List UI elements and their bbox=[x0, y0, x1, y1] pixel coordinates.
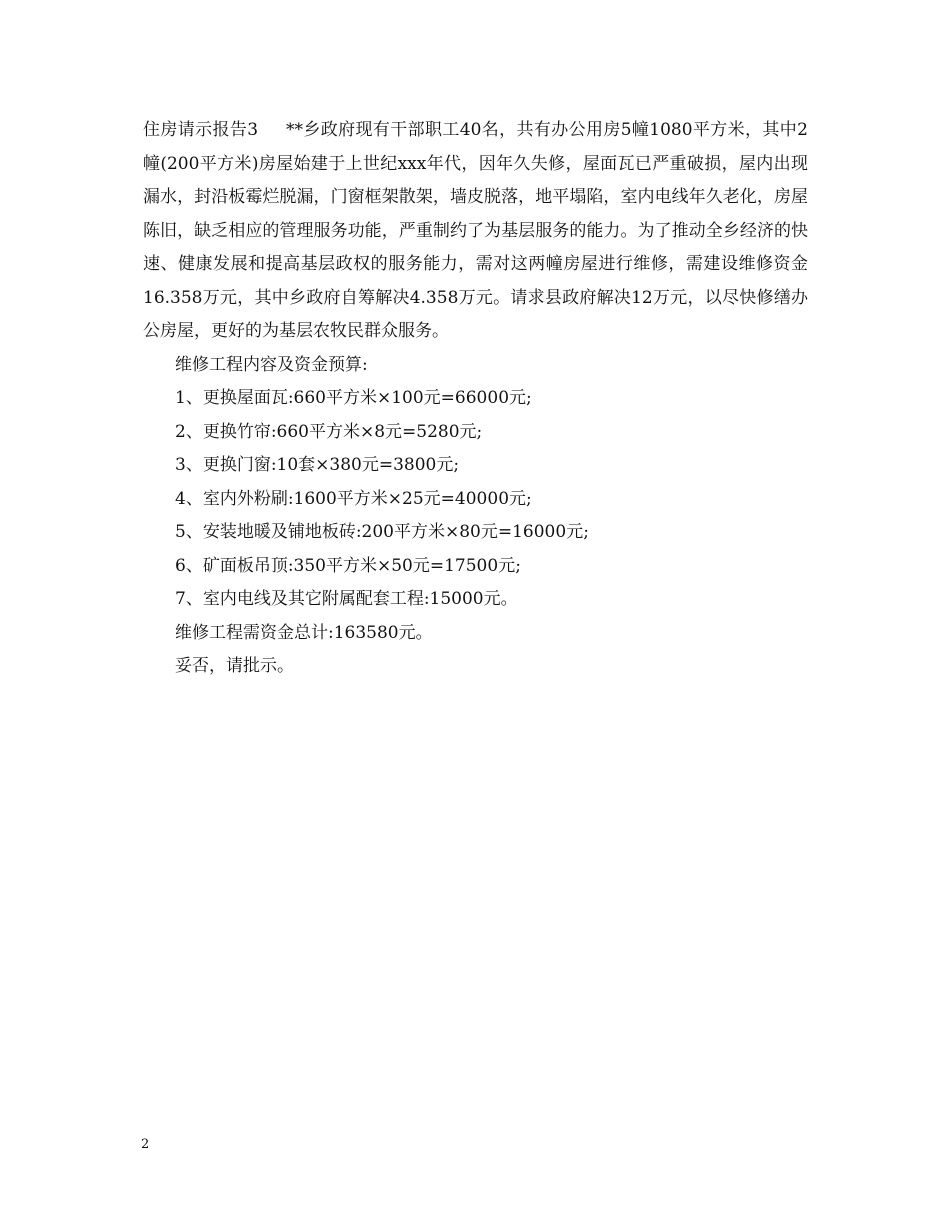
document-body bbox=[143, 114, 808, 684]
budget-total: 维修工程需资金总计:163580元。 bbox=[175, 622, 433, 643]
intro-text: **乡政府现有干部职工40名，共有办公用房5幢1080平方米，其中2幢(200平方米)房屋始建于上世纪xxx年代，因年久失修，屋面瓦已严重破损，屋内出现漏水，封沿板霉烂脱漏，门窗框架散架，墙皮脱落，地平塌陷，室内电线年久老化，房屋陈旧，缺乏相应的管理服务功能，严重制约了为基层服务的能力。为了推动全乡经济的快速、健康发展和提高基层政权的服务能力，需对这两幢房屋进行维修，需建设维修资金16.358万元，其中乡政府自筹解决4.358万元。请求县政府解决12万元，以尽快修缮办公房屋，更好的为基层农牧民群众服务。 bbox=[143, 120, 808, 341]
budget-heading: 维修工程内容及资金预算: bbox=[175, 354, 368, 375]
budget-item-1: 1、更换屋面瓦:660平方米×100元=66000元; bbox=[175, 388, 532, 408]
budget-item-3: 3、更换门窗:10套×380元=3800元; bbox=[175, 455, 460, 475]
budget-item-6: 6、矿面板吊顶:350平方米×50元=17500元; bbox=[175, 555, 521, 576]
budget-item-2: 2、更换竹帘:660平方米×8元=5280元; bbox=[175, 421, 483, 442]
closing-request: 妥否，请批示。 bbox=[175, 656, 294, 676]
budget-item-7: 7、室内电线及其它附属配套工程:15000元。 bbox=[175, 589, 518, 609]
budget-item-5: 5、安装地暖及铺地板砖:200平方米×80元=16000元; bbox=[175, 522, 589, 542]
document-title: 住房请示报告3 bbox=[143, 120, 259, 140]
budget-item-4: 4、室内外粉刷:1600平方米×25元=40000元; bbox=[175, 488, 532, 509]
page-number: 2 bbox=[141, 1137, 150, 1152]
intro-paragraph bbox=[143, 114, 808, 349]
